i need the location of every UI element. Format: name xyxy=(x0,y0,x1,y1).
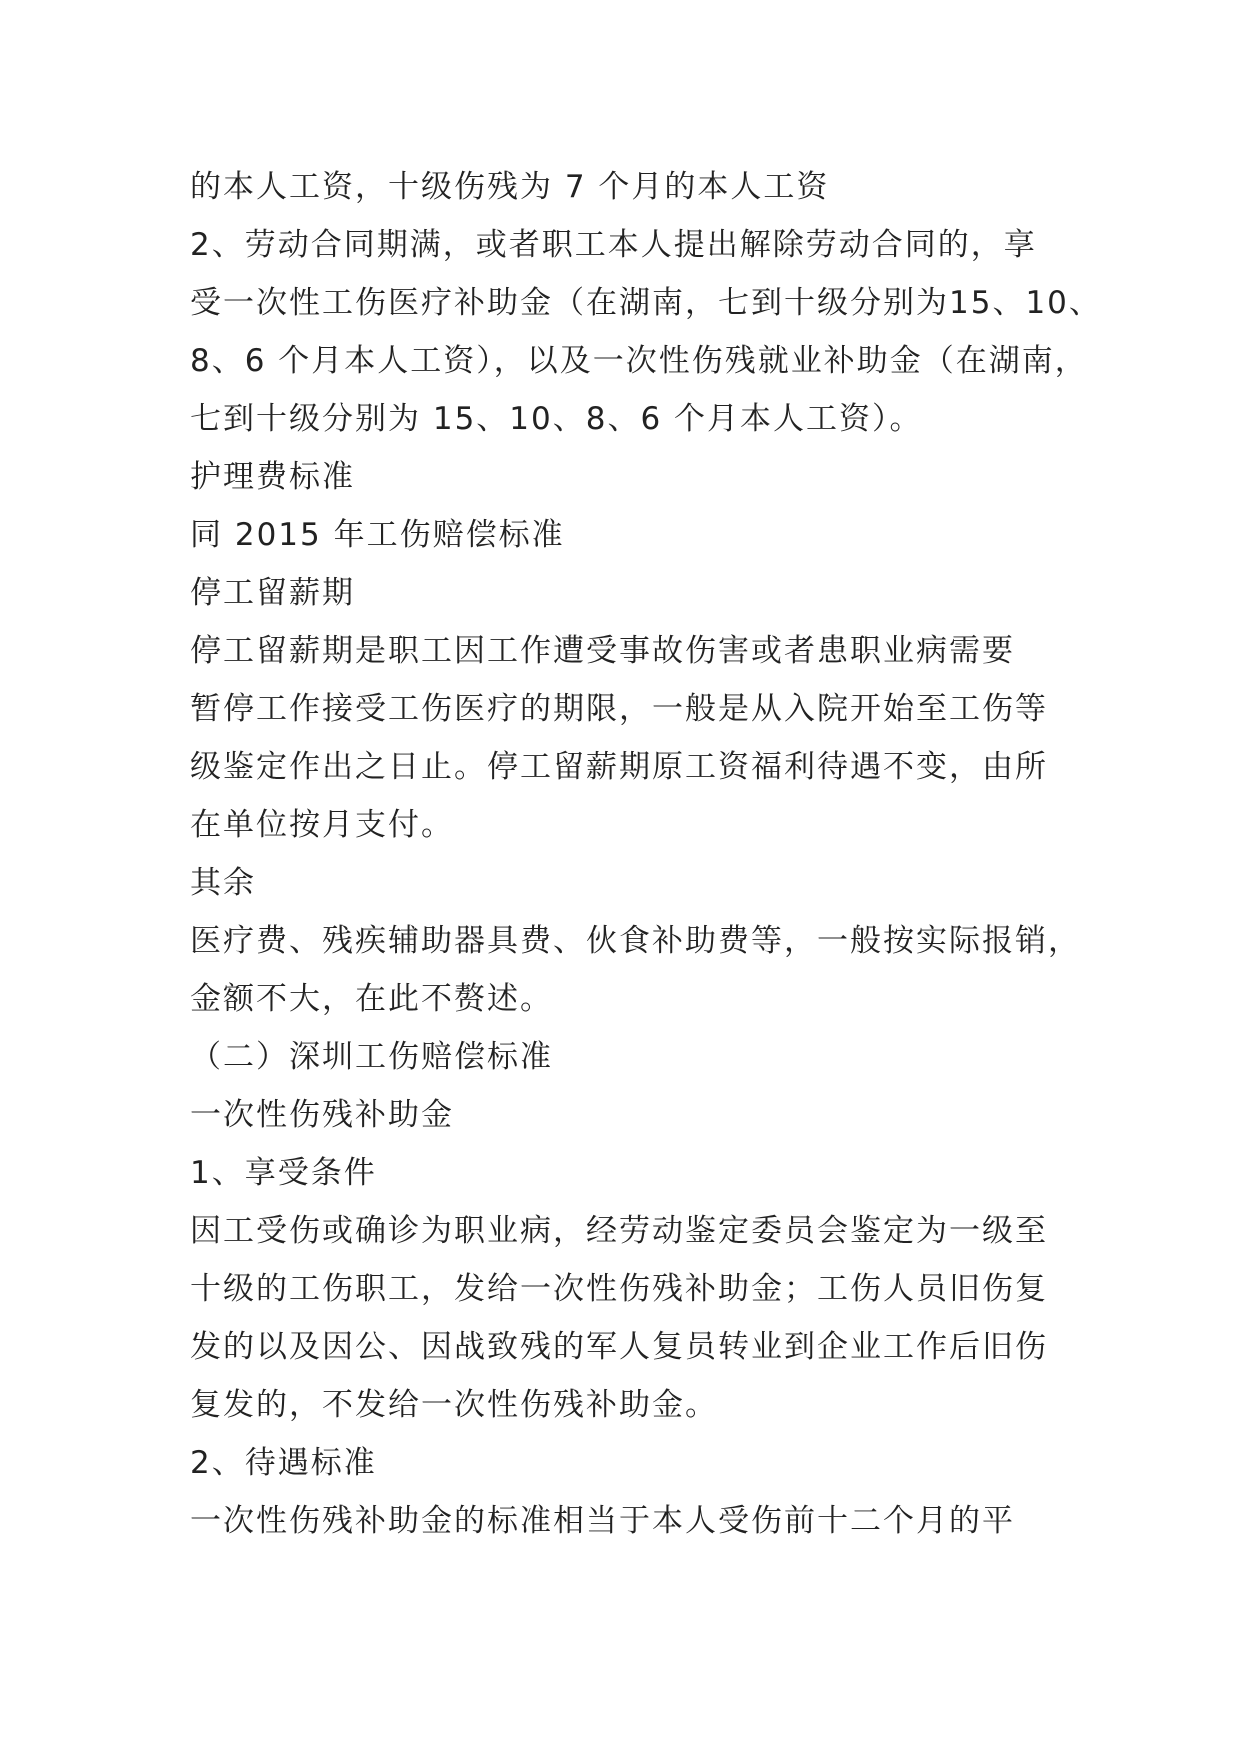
section-heading: 护理费标准 xyxy=(190,459,355,495)
text-line: 的本人工资，十级伤残为 7 个月的本人工资 xyxy=(190,169,830,205)
text-line: 在单位按月支付。 xyxy=(190,807,454,843)
section-heading: 一次性伤残补助金 xyxy=(190,1097,454,1133)
text-line: 金额不大，在此不赘述。 xyxy=(190,981,553,1017)
section-heading: 1、享受条件 xyxy=(190,1155,377,1191)
section-heading: 停工留薪期 xyxy=(190,575,355,611)
text-line: 发的以及因公、因战致残的军人复员转业到企业工作后旧伤 xyxy=(190,1329,1048,1365)
text-line: 同 2015 年工伤赔偿标准 xyxy=(190,517,565,553)
text-line: 复发的，不发给一次性伤残补助金。 xyxy=(190,1387,718,1423)
text-line: 停工留薪期是职工因工作遭受事故伤害或者患职业病需要 xyxy=(190,633,1015,669)
text-line: 七到十级分别为 15、10、8、6 个月本人工资）。 xyxy=(190,401,923,437)
text-line: 2、劳动合同期满，或者职工本人提出解除劳动合同的，享 xyxy=(190,227,1037,263)
text-line: 级鉴定作出之日止。停工留薪期原工资福利待遇不变，由所 xyxy=(190,749,1048,785)
text-line: 十级的工伤职工，发给一次性伤残补助金；工伤人员旧伤复 xyxy=(190,1271,1048,1307)
text-line: 一次性伤残补助金的标准相当于本人受伤前十二个月的平 xyxy=(190,1503,1015,1539)
section-heading: 其余 xyxy=(190,865,256,901)
section-heading: 2、待遇标准 xyxy=(190,1445,377,1481)
text-line: 因工受伤或确诊为职业病，经劳动鉴定委员会鉴定为一级至 xyxy=(190,1213,1048,1249)
text-line: 暂停工作接受工伤医疗的期限，一般是从入院开始至工伤等 xyxy=(190,691,1048,727)
text-line: 受一次性工伤医疗补助金（在湖南，七到十级分别为15、10、 xyxy=(190,285,1102,321)
text-line: 医疗费、残疾辅助器具费、伙食补助费等，一般按实际报销， xyxy=(190,923,1081,959)
section-heading: （二）深圳工伤赔偿标准 xyxy=(190,1039,553,1075)
text-line: 8、6 个月本人工资），以及一次性伤残就业补助金（在湖南， xyxy=(190,343,1088,379)
document-page xyxy=(190,158,1102,1550)
